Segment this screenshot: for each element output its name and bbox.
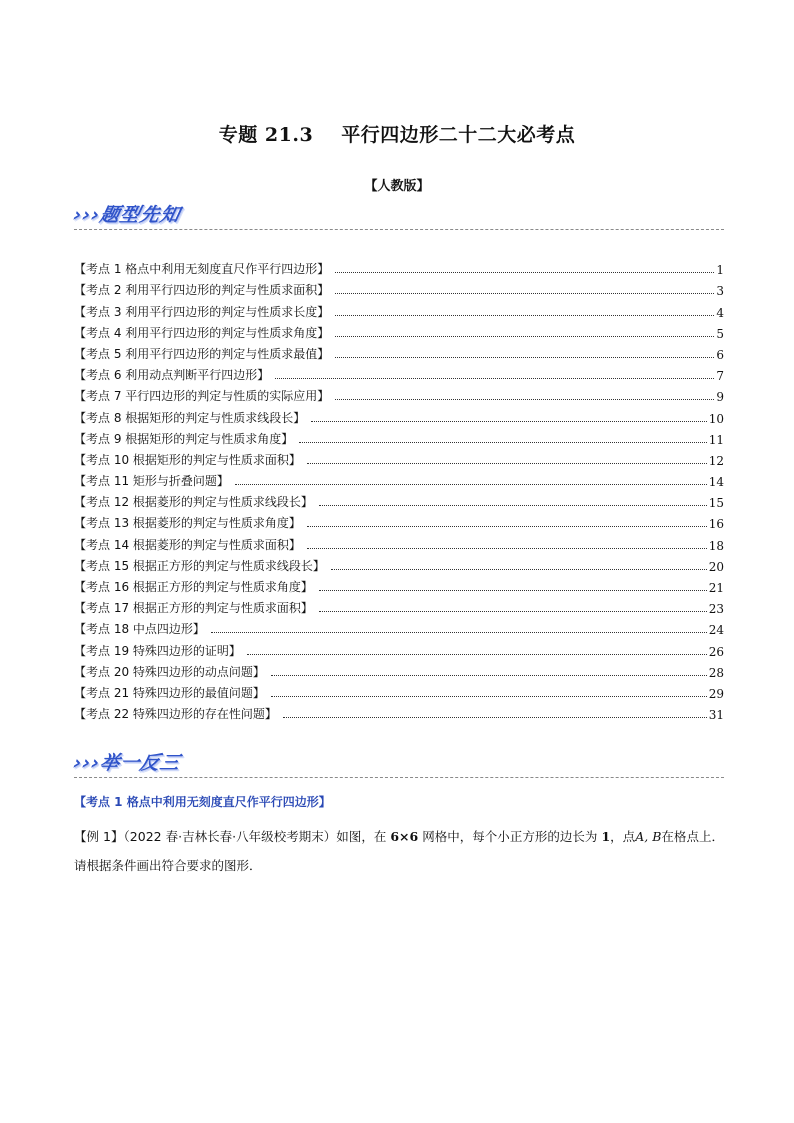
toc-item-label: 【考点 18 中点四边形】 — [74, 622, 205, 637]
toc-item[interactable] — [74, 468, 724, 489]
toc-leader-dots — [271, 674, 707, 676]
toc-item-page: 24 — [708, 623, 724, 638]
toc-item[interactable] — [74, 320, 724, 341]
dashed-divider — [74, 777, 724, 778]
example-source: （2022 春·吉林长春·八年级校考期末） — [123, 829, 337, 844]
toc-item[interactable] — [74, 256, 724, 277]
toc-item-label: 【考点 6 利用动点判断平行四边形】 — [74, 368, 270, 383]
toc-leader-dots — [283, 716, 707, 718]
toc-item-label: 【考点 13 根据菱形的判定与性质求角度】 — [74, 516, 301, 531]
example-text: ，点 — [610, 829, 636, 844]
toc-item-label: 【考点 2 利用平行四边形的判定与性质求面积】 — [74, 283, 330, 298]
example-text: 网格中，每个小正方形的边长为 — [418, 829, 602, 844]
toc-item-label: 【考点 12 根据菱形的判定与性质求线段长】 — [74, 495, 313, 510]
toc-item[interactable] — [74, 637, 724, 658]
toc-item-label: 【考点 19 特殊四边形的证明】 — [74, 643, 241, 658]
toc-item-page: 1 — [716, 263, 724, 278]
toc-item-page: 7 — [716, 369, 724, 384]
toc-item[interactable] — [74, 659, 724, 680]
section-heading: 【考点 1 格点中利用无刻度直尺作平行四边形】 — [74, 795, 331, 809]
toc-item-label: 【考点 10 根据矩形的判定与性质求面积】 — [74, 452, 301, 467]
point-labels: A, B — [635, 829, 662, 844]
toc-item-page: 28 — [708, 665, 724, 680]
toc-leader-dots — [319, 589, 707, 591]
toc-item[interactable] — [74, 404, 724, 425]
toc-leader-dots — [331, 568, 707, 570]
toc-item[interactable] — [74, 531, 724, 552]
toc-item-label: 【考点 9 根据矩形的判定与性质求角度】 — [74, 431, 294, 446]
toc-item[interactable] — [74, 298, 724, 319]
toc-item-page: 26 — [708, 644, 724, 659]
toc-item-label: 【考点 22 特殊四边形的存在性问题】 — [74, 707, 277, 722]
toc-leader-dots — [335, 292, 714, 294]
toc-item-label: 【考点 8 根据矩形的判定与性质求线段长】 — [74, 410, 306, 425]
toc-leader-dots — [335, 398, 714, 400]
edge-length: 1 — [601, 829, 611, 844]
dashed-divider — [74, 229, 724, 230]
table-of-contents — [74, 256, 724, 722]
toc-item[interactable] — [74, 362, 724, 383]
toc-item-label: 【考点 5 利用平行四边形的判定与性质求最值】 — [74, 346, 330, 361]
toc-item-label: 【考点 21 特殊四边形的最值问题】 — [74, 685, 265, 700]
toc-leader-dots — [335, 335, 714, 337]
toc-leader-dots — [335, 271, 714, 273]
toc-item[interactable] — [74, 574, 724, 595]
toc-item[interactable] — [74, 680, 724, 701]
example-text: 如图，在 — [336, 829, 391, 844]
title-number: 专题 21.3 — [218, 124, 314, 146]
toc-leader-dots — [271, 695, 707, 697]
toc-item-page: 31 — [708, 708, 724, 723]
toc-item-label: 【考点 17 根据正方形的判定与性质求面积】 — [74, 601, 313, 616]
toc-leader-dots — [335, 356, 714, 358]
toc-item[interactable] — [74, 553, 724, 574]
toc-item-label: 【考点 11 矩形与折叠问题】 — [74, 474, 229, 489]
page-title — [0, 120, 794, 147]
toc-item-page: 23 — [708, 602, 724, 617]
toc-item[interactable] — [74, 277, 724, 298]
toc-item-label: 【考点 15 根据正方形的判定与性质求线段长】 — [74, 558, 325, 573]
toc-leader-dots — [211, 631, 707, 633]
toc-item-label: 【考点 14 根据菱形的判定与性质求面积】 — [74, 537, 301, 552]
toc-leader-dots — [319, 504, 707, 506]
grid-size: 6×6 — [390, 829, 419, 844]
toc-item-page: 16 — [708, 517, 724, 532]
edition-label: 【人教版】 — [364, 179, 430, 194]
toc-leader-dots — [335, 314, 714, 316]
toc-item[interactable] — [74, 489, 724, 510]
toc-leader-dots — [235, 483, 707, 485]
toc-item-page: 9 — [716, 390, 724, 405]
banner-text: ›››举一反三 — [71, 752, 183, 774]
banner-topic-overview — [71, 198, 724, 232]
toc-item-label: 【考点 16 根据正方形的判定与性质求角度】 — [74, 580, 313, 594]
toc-item[interactable] — [74, 383, 724, 404]
toc-item[interactable] — [74, 616, 724, 637]
banner-text: ›››题型先知 — [71, 204, 183, 226]
title-text: 平行四边形二十二大必考点 — [341, 124, 576, 146]
toc-item-page: 10 — [708, 411, 724, 426]
toc-item-page: 21 — [708, 581, 724, 595]
toc-item-page: 6 — [716, 347, 724, 362]
banner-examples — [71, 746, 724, 780]
toc-item-label: 【考点 4 利用平行四边形的判定与性质求角度】 — [74, 325, 330, 340]
toc-item[interactable] — [74, 447, 724, 468]
toc-leader-dots — [319, 610, 707, 612]
toc-item[interactable] — [74, 701, 724, 722]
toc-leader-dots — [299, 441, 706, 443]
example-text: 在格点上．请根据条件画出符合要求的图形． — [74, 829, 724, 873]
example-paragraph — [74, 822, 724, 880]
toc-item-page: 29 — [708, 686, 724, 701]
toc-leader-dots — [307, 525, 707, 527]
toc-item[interactable] — [74, 426, 724, 447]
toc-item-page: 11 — [708, 432, 724, 447]
toc-item-page: 14 — [708, 475, 724, 490]
toc-item-page: 18 — [708, 538, 724, 553]
toc-leader-dots — [247, 653, 707, 655]
toc-item-page: 3 — [716, 284, 724, 299]
toc-item-label: 【考点 1 格点中利用无刻度直尺作平行四边形】 — [74, 262, 330, 277]
toc-leader-dots — [311, 420, 706, 422]
example-label: 【例 1】 — [74, 829, 124, 844]
toc-leader-dots — [307, 462, 707, 464]
toc-item-page: 4 — [716, 305, 724, 320]
toc-item[interactable] — [74, 341, 724, 362]
toc-item-page: 20 — [708, 559, 724, 574]
toc-item-label: 【考点 3 利用平行四边形的判定与性质求长度】 — [74, 304, 330, 319]
toc-item[interactable] — [74, 510, 724, 531]
toc-item[interactable] — [74, 595, 724, 616]
toc-item-label: 【考点 7 平行四边形的判定与性质的实际应用】 — [74, 389, 330, 404]
toc-item-page: 5 — [716, 326, 724, 341]
toc-leader-dots — [275, 377, 714, 379]
toc-item-label: 【考点 20 特殊四边形的动点问题】 — [74, 664, 265, 679]
toc-item-page: 12 — [708, 453, 724, 468]
toc-leader-dots — [307, 547, 707, 549]
toc-item-page: 15 — [708, 496, 724, 511]
